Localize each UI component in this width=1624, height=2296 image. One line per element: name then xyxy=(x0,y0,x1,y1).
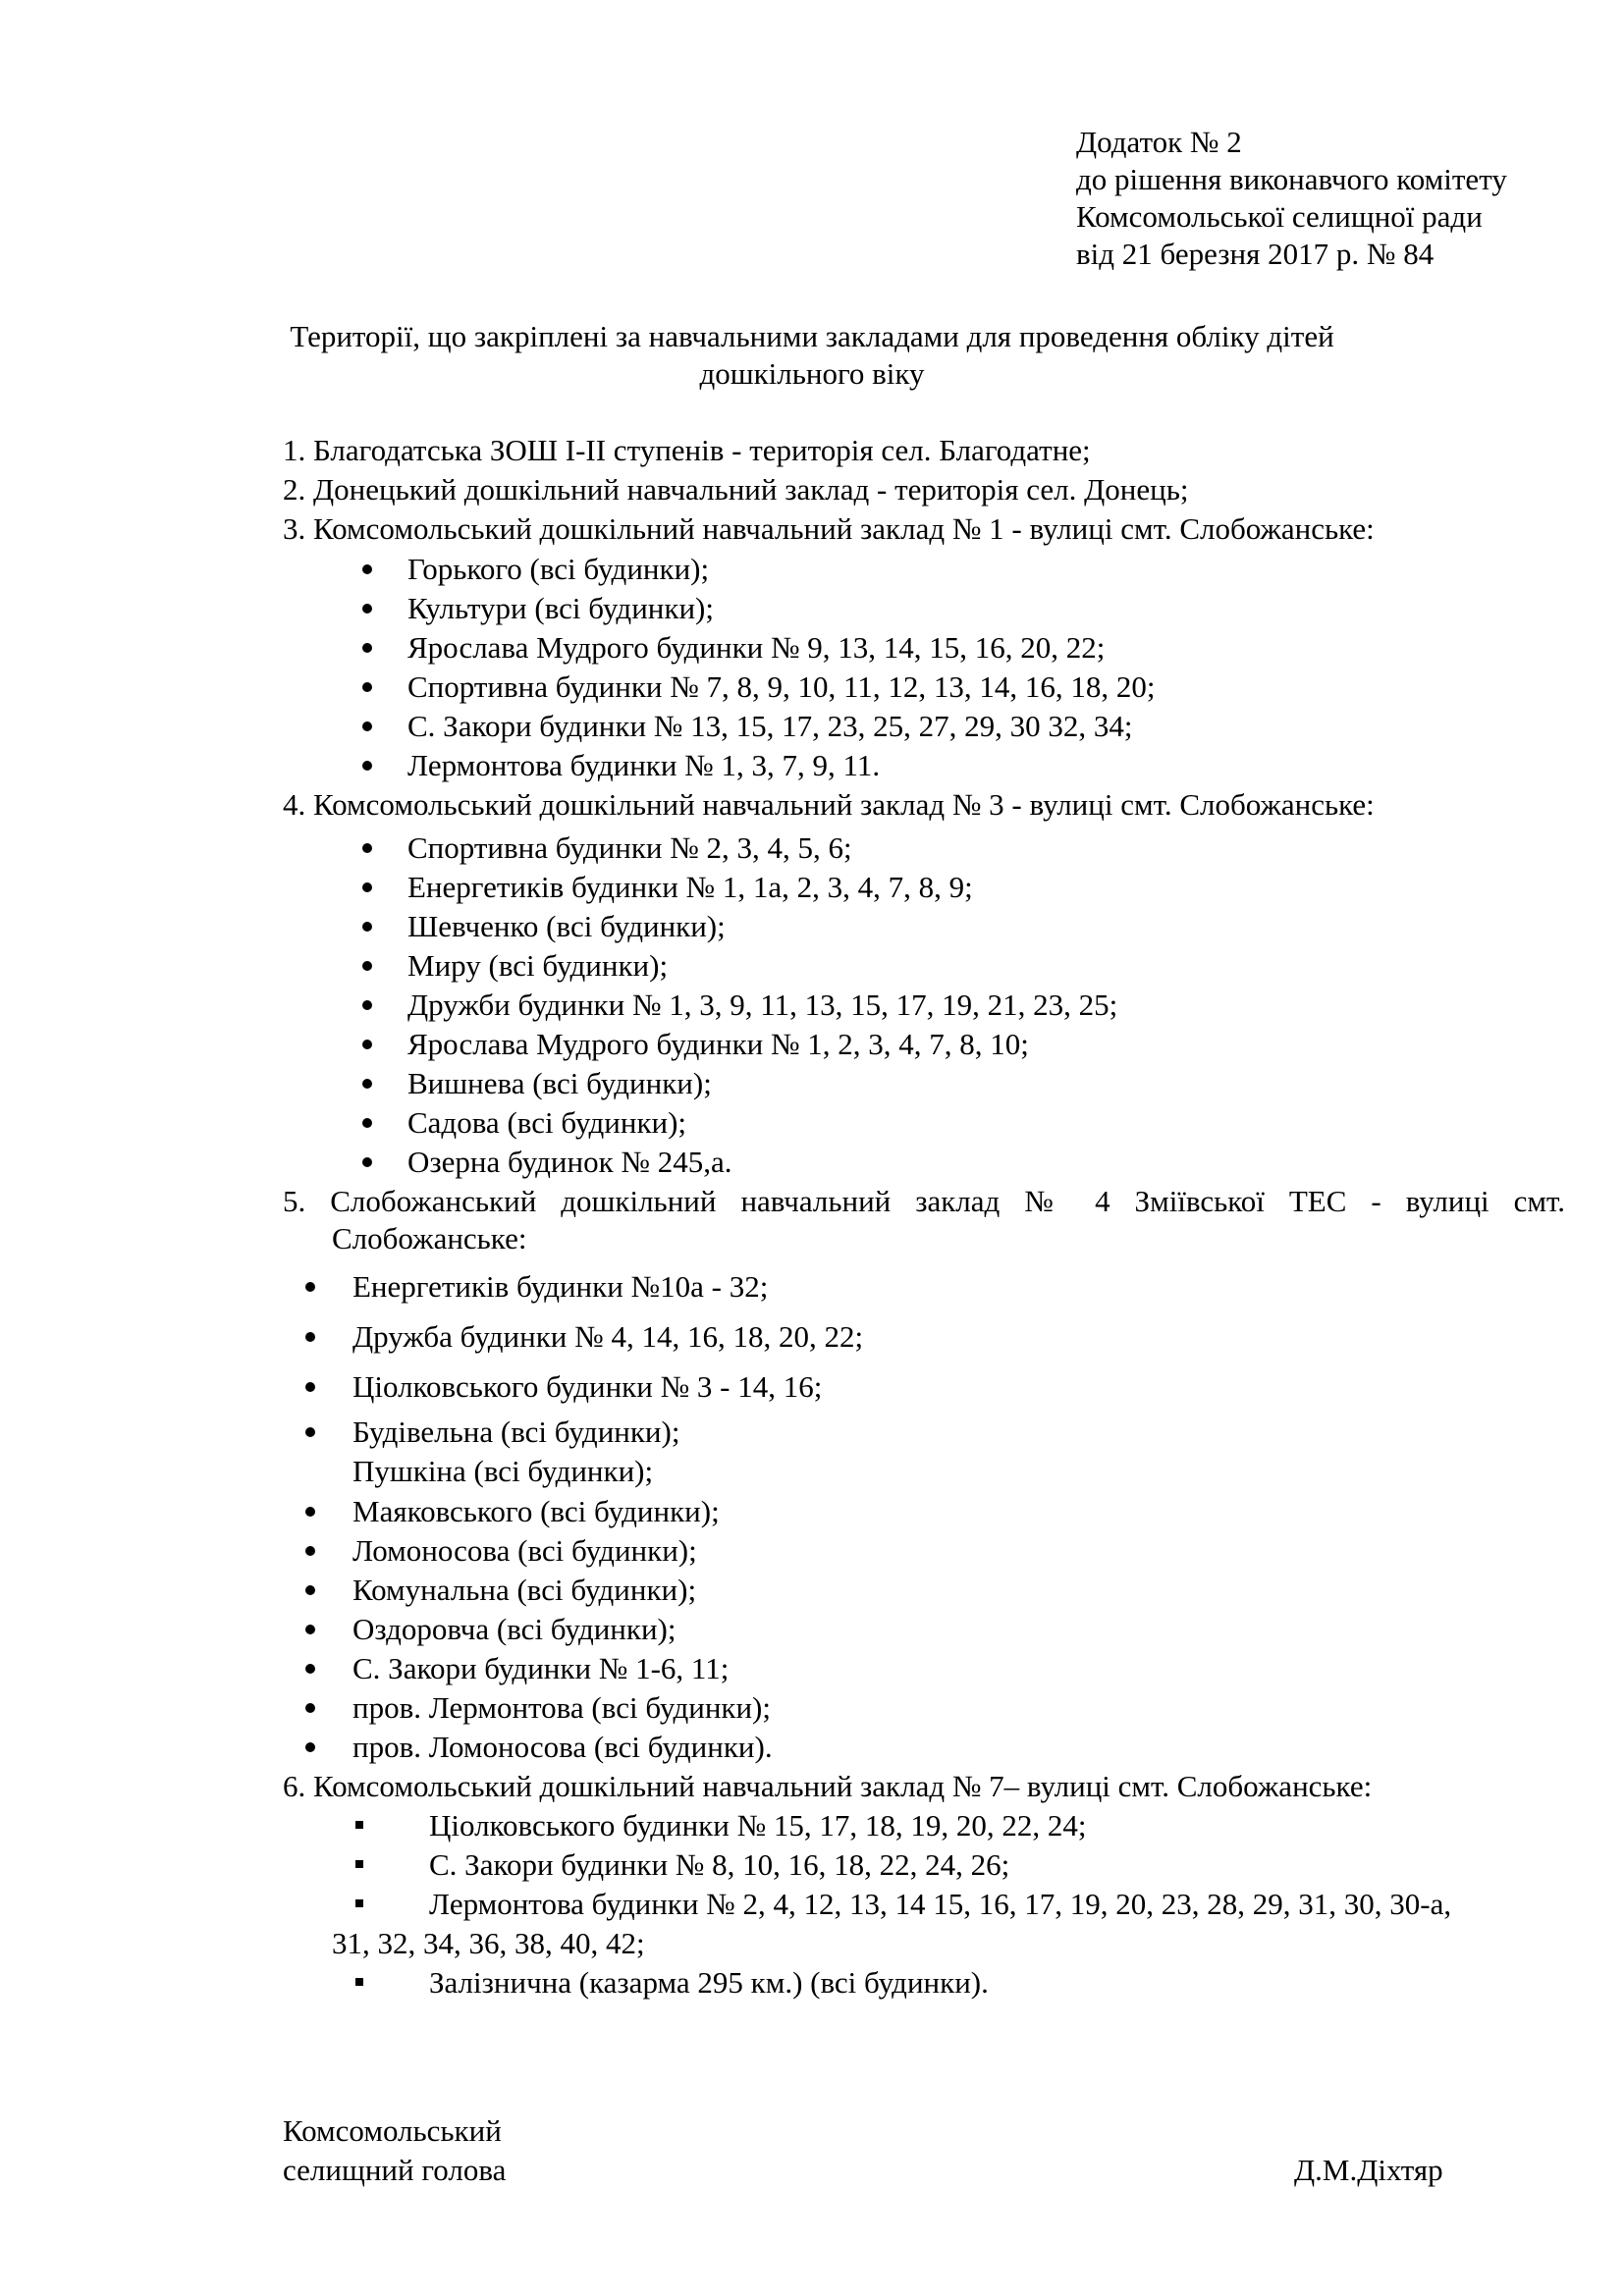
list-item: Миру (всі будинки); xyxy=(407,948,669,983)
bullet-icon xyxy=(305,1585,315,1595)
list-item: С. Закори будинки № 13, 15, 17, 23, 25, 27, 29, 30 32, 34; xyxy=(407,709,1133,743)
list-item-3: 3. Комсомольський дошкільний навчальний заклад № 1 - вулиці смт. Слобожанське: xyxy=(283,511,1375,546)
bullet-icon xyxy=(305,1427,315,1437)
list-item: пров. Лермонтова (всі будинки); xyxy=(352,1690,771,1725)
list-item: Енергетиків будинки №10а - 32; xyxy=(352,1269,769,1304)
bullet-icon xyxy=(362,882,372,892)
square-bullet-icon xyxy=(355,1899,363,1907)
bullet-icon xyxy=(362,721,372,731)
signatory-title-line-1: Комсомольський xyxy=(283,2113,502,2148)
list-item: Енергетиків будинки № 1, 1а, 2, 3, 4, 7, 8, 9; xyxy=(407,870,973,904)
bullet-icon xyxy=(305,1703,315,1713)
list-item: С. Закори будинки № 8, 10, 16, 18, 22, 24, 26; xyxy=(429,1847,1010,1882)
list-item-6: 6. Комсомольський дошкільний навчальний заклад № 7– вулиці смт. Слобожанське: xyxy=(283,1769,1373,1803)
square-bullet-icon xyxy=(355,1821,363,1829)
bullet-icon xyxy=(362,1000,372,1010)
list-item: Спортивна будинки № 2, 3, 4, 5, 6; xyxy=(407,830,852,865)
list-item: Ломоносова (всі будинки); xyxy=(352,1533,697,1568)
annex-decision: до рішення виконавчого комітету xyxy=(1076,162,1507,196)
list-item-5-continuation: Слобожанське: xyxy=(332,1221,527,1255)
bullet-icon xyxy=(305,1282,315,1292)
list-item: Озерна будинок № 245,а. xyxy=(407,1145,732,1179)
document-title-line-2: дошкільного віку xyxy=(699,356,925,391)
bullet-icon xyxy=(362,604,372,614)
list-item: Залізнична (казарма 295 км.) (всі будинки). xyxy=(429,1965,989,2000)
square-bullet-icon xyxy=(355,1978,363,1986)
bullet-icon xyxy=(362,1079,372,1089)
list-item: Ярослава Мудрого будинки № 1, 2, 3, 4, 7, 8, 10; xyxy=(407,1027,1029,1061)
list-item: Лермонтова будинки № 2, 4, 12, 13, 14 15, 16, 17, 19, 20, 23, 28, 29, 31, 30, 30-а, xyxy=(429,1887,1452,1921)
document-title-line-1: Території, що закріплені за навчальними закладами для проведення обліку дітей xyxy=(290,319,1334,353)
signatory-name: Д.М.Діхтяр xyxy=(1294,2153,1443,2187)
list-item: Комунальна (всі будинки); xyxy=(352,1573,697,1607)
list-item: Дружби будинки № 1, 3, 9, 11, 13, 15, 17, 19, 21, 23, 25; xyxy=(407,988,1118,1022)
bullet-icon xyxy=(362,643,372,653)
list-item: Дружба будинки № 4, 14, 16, 18, 20, 22; xyxy=(352,1319,864,1354)
bullet-icon xyxy=(362,564,372,574)
bullet-icon xyxy=(362,843,372,853)
list-item: Садова (всі будинки); xyxy=(407,1105,687,1140)
list-item: Лермонтова будинки № 1, 3, 7, 9, 11. xyxy=(407,748,881,782)
list-item-2: 2. Донецький дошкільний навчальний заклад - територія сел. Донець; xyxy=(283,472,1189,507)
list-item: Горького (всі будинки); xyxy=(407,552,710,586)
list-item: Вишнева (всі будинки); xyxy=(407,1066,712,1100)
list-item: С. Закори будинки № 1-6, 11; xyxy=(352,1651,730,1685)
list-item: Ярослава Мудрого будинки № 9, 13, 14, 15, 16, 20, 22; xyxy=(407,630,1106,665)
list-item: Ціолковського будинки № 3 - 14, 16; xyxy=(352,1369,823,1404)
bullet-icon xyxy=(362,761,372,771)
bullet-icon xyxy=(305,1742,315,1752)
list-item: Оздоровча (всі будинки); xyxy=(352,1612,677,1646)
bullet-icon xyxy=(305,1382,315,1392)
list-item-continuation: 31, 32, 34, 36, 38, 40, 42; xyxy=(332,1926,645,1960)
list-item: Спортивна будинки № 7, 8, 9, 10, 11, 12, 13, 14, 16, 18, 20; xyxy=(407,669,1156,704)
list-item: Шевченко (всі будинки); xyxy=(407,909,726,943)
bullet-icon xyxy=(305,1625,315,1634)
bullet-icon xyxy=(362,1118,372,1128)
bullet-icon xyxy=(362,961,372,971)
list-item: Ціолковського будинки № 15, 17, 18, 19, 20, 22, 24; xyxy=(429,1808,1087,1842)
list-item-4: 4. Комсомольський дошкільний навчальний заклад № 3 - вулиці смт. Слобожанське: xyxy=(283,787,1375,822)
bullet-icon xyxy=(362,1157,372,1167)
annex-number: Додаток № 2 xyxy=(1076,125,1242,159)
signatory-title-line-2: селищний голова xyxy=(283,2153,507,2187)
list-item: пров. Ломоносова (всі будинки). xyxy=(352,1730,773,1764)
list-item: Культури (всі будинки); xyxy=(407,591,714,625)
bullet-icon xyxy=(362,682,372,692)
list-item: Пушкіна (всі будинки); xyxy=(352,1454,654,1488)
square-bullet-icon xyxy=(355,1860,363,1868)
bullet-icon xyxy=(362,922,372,932)
bullet-icon xyxy=(305,1332,315,1342)
annex-council: Комсомольської селищної ради xyxy=(1076,199,1483,234)
list-item: Будівельна (всі будинки); xyxy=(352,1415,680,1449)
bullet-icon xyxy=(305,1664,315,1674)
bullet-icon xyxy=(305,1507,315,1517)
list-item-5: 5. Слобожанський дошкільний навчальний заклад № 4 Зміївської ТЕС - вулиці смт. xyxy=(283,1184,1565,1218)
bullet-icon xyxy=(362,1040,372,1049)
annex-date: від 21 березня 2017 р. № 84 xyxy=(1076,237,1435,271)
list-item: Маяковського (всі будинки); xyxy=(352,1494,720,1528)
bullet-icon xyxy=(305,1546,315,1556)
list-item-1: 1. Благодатська ЗОШ І-ІІ ступенів - територія сел. Благодатне; xyxy=(283,433,1091,467)
